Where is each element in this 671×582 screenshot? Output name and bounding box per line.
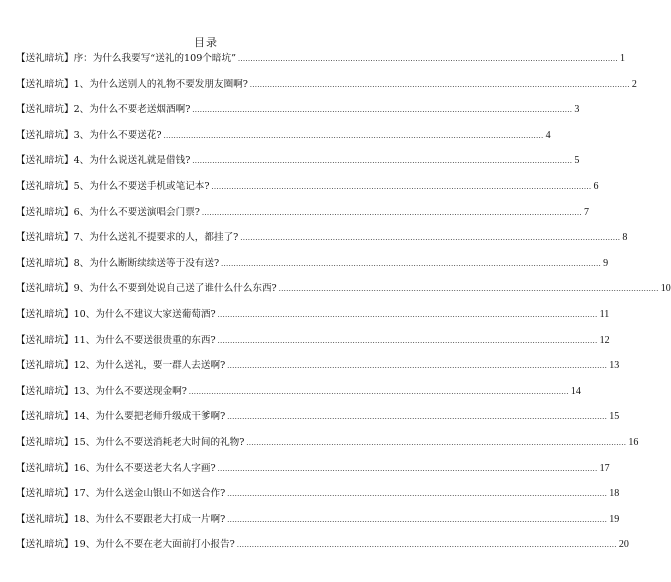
toc-entry-page-number: 15 [609,411,620,423]
toc-entry-title: 19、为什么不要在老大面前打小报告? [73,539,235,551]
toc-dot-leader [164,131,544,140]
toc-entry-title: 1、为什么送别人的礼物不要发朋友圈啊? [73,78,248,90]
toc-entry-tag: 【送礼暗坑】 [16,206,74,218]
toc-dot-leader [246,438,626,447]
toc-dot-leader [218,464,598,473]
toc-entry-page-number: 9 [603,257,609,269]
toc-entry-page-number: 8 [622,232,628,244]
toc-title: 目录 [194,36,218,49]
toc-dot-leader [218,310,598,319]
toc-entry-title: 3、为什么不要送花? [73,129,162,141]
toc-entry-tag: 【送礼暗坑】 [16,539,74,551]
toc-entry-page-number: 2 [631,78,637,90]
toc-entry-title: 9、为什么不要到处说自己送了谁什么什么东西? [73,283,277,295]
toc-entry[interactable] [16,332,610,358]
toc-entry-page-number: 10 [660,283,671,295]
toc-entry-page-number: 12 [599,334,610,346]
toc-entry-title: 6、为什么不要送演唱会门票? [73,206,200,218]
toc-entry[interactable] [16,357,620,383]
toc-dot-leader [202,208,582,217]
toc-entry[interactable] [16,50,625,76]
toc-entry-title: 序：为什么我要写“送礼的109个暗坑” [73,53,236,64]
toc-entry-title: 11、为什么不要送很贵重的东西? [73,334,216,346]
toc-entry-page-number: 4 [545,129,551,141]
toc-entry-page-number: 6 [593,180,599,192]
toc-entry[interactable] [16,306,610,332]
toc-entry-tag: 【送礼暗坑】 [16,104,74,116]
toc-entry-tag: 【送礼暗坑】 [16,385,74,397]
toc-entry[interactable] [16,460,610,486]
toc-entry[interactable] [16,511,620,537]
toc-entry-tag: 【送礼暗坑】 [16,308,74,320]
toc-entry[interactable] [16,280,671,306]
toc-entry[interactable] [16,383,581,409]
toc-dot-leader [238,54,618,63]
toc-dot-leader [218,336,598,345]
toc-entry[interactable] [16,408,620,434]
toc-entry[interactable] [16,101,580,127]
toc-dot-leader [240,233,620,242]
toc-entry-title: 5、为什么不要送手机或笔记本? [73,180,210,192]
toc-entry[interactable] [16,152,580,178]
toc-entry-title: 2、为什么不要老送烟酒啊? [73,104,191,116]
toc-entry-page-number: 18 [609,488,620,500]
toc-entry-tag: 【送礼暗坑】 [16,78,74,90]
toc-entry-title: 12、为什么送礼，要一群人去送啊? [73,360,226,372]
toc-entry-page-number: 3 [574,104,580,116]
toc-entry[interactable] [16,434,639,460]
toc-entry-tag: 【送礼暗坑】 [16,488,74,500]
toc-entry-page-number: 19 [609,513,620,525]
toc-entry-page-number: 16 [628,436,639,448]
toc-entry[interactable] [16,255,609,281]
toc-entry-page-number: 7 [583,206,589,218]
toc-entry-tag: 【送礼暗坑】 [16,155,74,167]
toc-entry-title: 15、为什么不要送消耗老大时间的礼物? [73,436,245,448]
toc-entry[interactable] [16,178,599,204]
toc-entry-page-number: 1 [620,53,625,64]
toc-entry-tag: 【送礼暗坑】 [16,232,74,244]
toc-entry[interactable] [16,76,637,102]
toc-dot-leader [227,489,607,498]
toc-entry-page-number: 20 [618,539,629,551]
toc-entry-tag: 【送礼暗坑】 [16,436,74,448]
toc-entry-tag: 【送礼暗坑】 [16,360,74,372]
toc-dot-leader [192,156,572,165]
toc-dot-leader [189,387,569,396]
toc-entry[interactable] [16,204,589,230]
toc-entry-title: 8、为什么断断续续送等于没有送? [73,257,220,269]
toc-entry[interactable] [16,229,628,255]
toc-entry-page-number: 5 [574,155,580,167]
toc-entry-title: 16、为什么不要送老大名人字画? [73,462,216,474]
toc-entry-tag: 【送礼暗坑】 [16,513,74,525]
toc-entry-tag: 【送礼暗坑】 [16,180,74,192]
toc-dot-leader [279,284,659,293]
toc-entry-title: 18、为什么不要跟老大打成一片啊? [73,513,226,525]
toc-dot-leader [212,182,592,191]
toc-entry-title: 7、为什么送礼不提要求的人，都挂了? [73,232,239,244]
toc-entry-tag: 【送礼暗坑】 [16,129,74,141]
toc-entry[interactable] [16,127,551,153]
toc-entry-title: 10、为什么不建议大家送葡萄酒? [73,308,216,320]
toc-entry-title: 13、为什么不要送现金啊? [73,385,187,397]
toc-dot-leader [250,80,630,89]
toc-entry-tag: 【送礼暗坑】 [16,53,74,64]
toc-entry-title: 17、为什么送金山银山不如送合作? [73,488,226,500]
toc-entry-tag: 【送礼暗坑】 [16,334,74,346]
toc-dot-leader [227,361,607,370]
toc-dot-leader [192,105,572,114]
toc-dot-leader [221,259,601,268]
toc-list [16,50,671,562]
toc-entry-tag: 【送礼暗坑】 [16,257,74,269]
toc-entry[interactable] [16,485,620,511]
toc-entry[interactable] [16,536,629,562]
toc-entry-title: 14、为什么要把老师升级成干爹啊? [73,411,226,423]
toc-entry-page-number: 17 [599,462,610,474]
toc-entry-page-number: 13 [609,360,620,372]
toc-entry-page-number: 14 [570,385,581,397]
toc-entry-tag: 【送礼暗坑】 [16,411,74,423]
toc-entry-tag: 【送礼暗坑】 [16,283,74,295]
toc-entry-page-number: 11 [599,308,610,320]
toc-dot-leader [237,540,617,549]
toc-entry-tag: 【送礼暗坑】 [16,462,74,474]
toc-dot-leader [227,515,607,524]
toc-entry-title: 4、为什么说送礼就是借钱? [73,155,191,167]
toc-dot-leader [227,412,607,421]
